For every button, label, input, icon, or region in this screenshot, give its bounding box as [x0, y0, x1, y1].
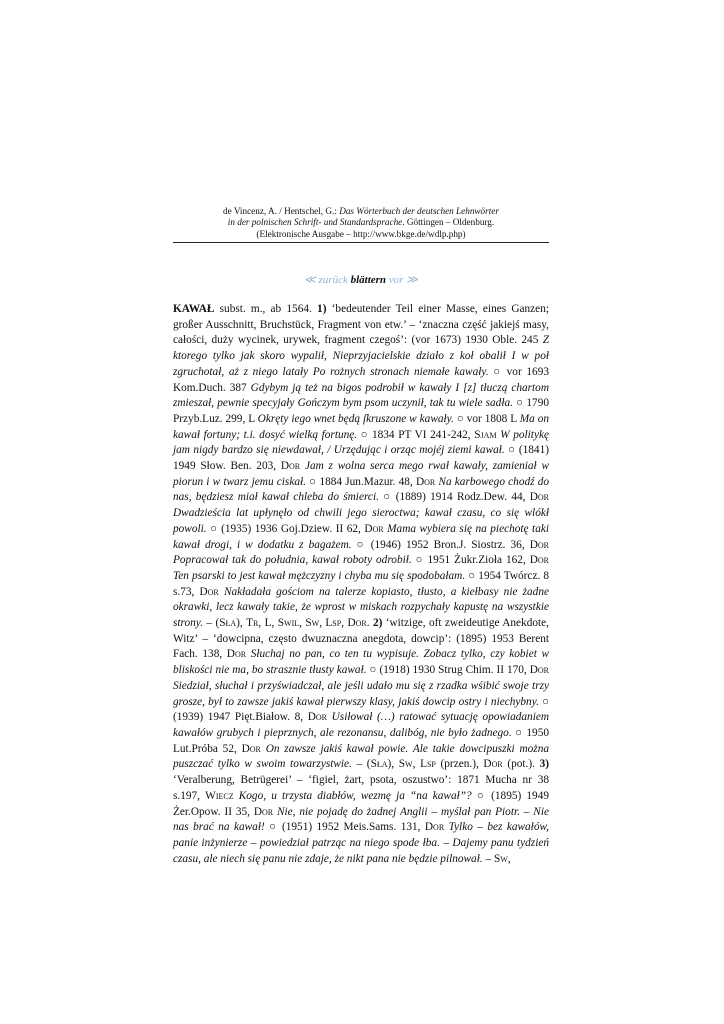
back-link[interactable]: zurück: [318, 274, 348, 286]
source-abbrev: Dor: [280, 460, 301, 473]
entry-text: ‘witzige, oft zweideutige Anekdote, Witz’ – ‘dowcipna, często dwuznaczna anegdota, dowcip’: (1895) 1953 Berent Fach. 138,: [173, 617, 549, 661]
entry-text: ○ 1951 Żukr.Zioła 162,: [411, 554, 530, 567]
quotation: Nie, nie pojadę do żadnej Anglii – myślał pan Piotr. – Nie nas brać na kawał!: [173, 805, 549, 834]
source-abbrev: Sjam: [474, 428, 497, 441]
quotation: Popracował tak do południa, kawał roboty odrobił.: [173, 554, 412, 567]
source-abbrev: Dor: [529, 664, 549, 677]
quotation: Ma on kawał fortuny; t.i. dosyć wielką fortunę.: [173, 412, 549, 441]
entry-text: ,: [341, 617, 348, 630]
source-abbrev: Dor: [241, 742, 261, 755]
quotation: Z ktorego tylko jak skoro wypalił, Nieprzyjacielskie działo z koł obalił I w poł zgruchotał, aż z niego latały Po rożnych stronach niemałe kawały.: [173, 334, 549, 378]
entry-text: ),: [236, 617, 247, 630]
entry-text: ○ (1889) 1914 Rodz.Dew. 44,: [378, 491, 530, 504]
source-abbrev: Dor: [253, 805, 274, 818]
source-abbrev: Sw: [398, 758, 413, 771]
quotation: Gdybym ją też na bigos podrobił w kawały I [z] tłuczą chartom zmieszał, pewnie specyjały Gończym bym psom uczynił, tak tu wiele sadła.: [173, 381, 549, 410]
citation-title-part-2: in der polnischen Schrift- und Standardsprache: [227, 217, 403, 228]
source-abbrev: Swil: [277, 617, 300, 630]
document-header: [173, 206, 549, 240]
entry-text: ,: [507, 852, 511, 865]
quotation: Ten psarski to jest kawał mężczyzny i chyba mu się spodobałam.: [173, 569, 466, 582]
sense-number-1: 1): [317, 303, 327, 315]
entry-text: ○ 1954 Twórcz. 8 s.73,: [173, 569, 549, 598]
quotation: Tylko – bez kawałów, panie inżynierze – powiedział patrząc na niego spode łba. – Dajemy panu tydzień czasu, ale niech się panu nie zdaje, że nikt pana nie będzie pilnował.: [173, 821, 549, 865]
source-abbrev: Dor: [529, 491, 549, 504]
entry-text: ○ (1935) 1936 Goj.Dziew. II 62,: [206, 522, 365, 535]
entry-text: ○ vor 1693 Kom.Duch. 387: [173, 365, 549, 394]
back-arrow-icon[interactable]: ≪: [304, 274, 316, 286]
grammar-info: subst. m., ab 1564.: [214, 303, 318, 315]
source-abbrev: Wiecz: [205, 789, 234, 802]
source-abbrev: Dor: [415, 475, 436, 488]
entry-text: ‘bedeutender Teil einer Masse, eines Ganzen; großer Ausschnitt, Bruchstück, Fragment von etw.’ – ‘znaczna część jakiejś masy, całości, duży wycinek, urywek, fragment czegoś’: (vor 1673) 1930 Oble. 245: [173, 303, 549, 347]
source-abbrev: Sła: [370, 758, 388, 771]
quotation: W politykę jam nigdy bardzo się niewdawał, / Urzędując i orząc mojéj ziemi kawał.: [173, 428, 549, 457]
citation-authors: de Vincenz, A. / Hentschel, G.:: [223, 206, 340, 216]
entry-text: ○ 1790 Przyb.Luz. 299, L: [173, 397, 549, 425]
quotation: Okręty iego wnet będą ſkruszone w kawały.: [257, 412, 454, 425]
quotation: Mama wybiera się na piechotę taki kawał drogi, i w dodatku z bagażem.: [173, 522, 549, 551]
citation-publisher: . Göttingen – Oldenburg.: [402, 217, 495, 228]
header-divider: [173, 242, 549, 243]
entry-text: ,: [299, 617, 306, 630]
entry-text: ○ 1884 Jun.Mazur. 48,: [305, 475, 416, 488]
citation-line-2: [173, 217, 549, 228]
entry-text: ○ (1946) 1952 Bron.J. Siostrz. 36,: [351, 538, 530, 551]
dictionary-entry: [173, 302, 549, 867]
entry-text: , L,: [258, 617, 278, 630]
entry-text: ○ vor 1808 L: [453, 412, 520, 425]
quotation: Usiłował (…) ratować sytuację opowiadaniem kawałów grubych i pieprznych, ale rezonansu, dalibóg, nie było żadnego.: [173, 711, 550, 739]
source-abbrev: Dor: [226, 648, 247, 661]
citation-edition-url: (Elektronische Ausgabe – http://www.bkge.de/wdlp.php): [256, 228, 466, 239]
source-abbrev: Sła: [219, 617, 237, 630]
entry-text: ○ 1950 Lut.Próba 52,: [173, 726, 549, 755]
source-abbrev: Dor: [347, 617, 367, 630]
citation-line-1: [173, 206, 549, 217]
quotation: Kogo, u trzysta diabłów, wezmę ja “na kawał”?: [233, 789, 472, 802]
source-abbrev: Dor: [529, 554, 549, 567]
entry-text: (przen.),: [435, 758, 484, 771]
entry-text: – (: [203, 617, 220, 630]
entry-text: (pot.).: [502, 758, 540, 771]
source-abbrev: Sw: [493, 852, 508, 865]
entry-text: –: [482, 852, 494, 865]
entry-text: ○ (1951) 1952 Meis.Sams. 131,: [264, 821, 425, 834]
entry-text: ,: [412, 758, 421, 771]
source-abbrev: Dor: [364, 522, 384, 535]
source-abbrev: Dor: [483, 758, 503, 771]
quotation: Nakładała gościom na talerze kopiasto, tłusto, a kiełbasy nie żadne okrawki, lecz kawały takie, że wprost w miskach rozpychały kapustę na wszystkie strony.: [173, 585, 549, 630]
entry-text: ‘Veralberung, Betrügerei’ – ‘figiel, żart, psota, oszustwo’: 1871 Mucha nr 38 s.197,: [173, 774, 549, 802]
entry-text: ○ (1841) 1949 Słow. Ben. 203,: [173, 444, 549, 473]
source-abbrev: Sw: [305, 617, 320, 630]
quotation: On zawsze jakiś kawał powie. Ale takie dowcipuszki można puszczać tylko w swoim towarzystwie.: [173, 742, 549, 771]
entry-text: ○ (1939) 1947 Pięt.Białow. 8,: [173, 695, 550, 724]
entry-text: – (: [351, 758, 371, 771]
source-abbrev: Dor: [199, 585, 219, 598]
source-abbrev: Dor: [424, 821, 445, 834]
forward-link[interactable]: vor: [388, 274, 404, 286]
quotation: Na karbowego chodź do nas, będziesz miał kawał chleba do śmierci.: [173, 475, 549, 504]
citation-title-part-1: Das Wörterbuch der deutschen Lehnwörter: [339, 206, 499, 216]
browse-label: blättern: [350, 274, 387, 286]
entry-text: ,: [319, 617, 326, 630]
entry-text: .: [366, 617, 373, 630]
quotation: Jam z wolna serca mego rwał kawały, zamieniał w piorun i w twarz jemu ciskał.: [173, 460, 549, 488]
quotation: Siedział, słuchał i przyświadczał, ale jeśli udało mu się z rzadka wśibić swoje trzy grosze, był to zawsze jakiś kawał pierwszy klasy, jakiś dowcip ostry i niechybny.: [173, 679, 549, 708]
entry-text: ),: [387, 758, 399, 771]
sense-number-2: 2): [372, 617, 383, 630]
quotation: Słuchaj no pan, co ten tu wypisuje. Zobacz tylko, czy kobiet w bliskości nie ma, bo strasznie tłusty kawał.: [173, 648, 550, 677]
entry-text: ○ (1895) 1949 Żer.Opow. II 35,: [173, 789, 550, 818]
headword: KAWAŁ: [173, 303, 215, 315]
page-navigation: [173, 273, 549, 286]
source-abbrev: Dor: [529, 538, 549, 551]
source-abbrev: Tr: [246, 617, 259, 630]
source-abbrev: Lsp: [325, 617, 342, 630]
source-abbrev: Lsp: [420, 758, 436, 771]
forward-arrow-icon[interactable]: ≫: [406, 274, 418, 286]
sense-number-3: 3): [539, 758, 549, 771]
source-abbrev: Dor: [307, 711, 328, 724]
entry-text: ○ (1918) 1930 Strug Chim. II 170,: [366, 664, 530, 677]
quotation: Dwadzieścia lat upłynęło od chwili jego sieroctwa; kawał czasu, co się wlókł powoli.: [173, 507, 549, 535]
entry-text: ○ 1834 PT VI 241-242,: [357, 428, 475, 441]
